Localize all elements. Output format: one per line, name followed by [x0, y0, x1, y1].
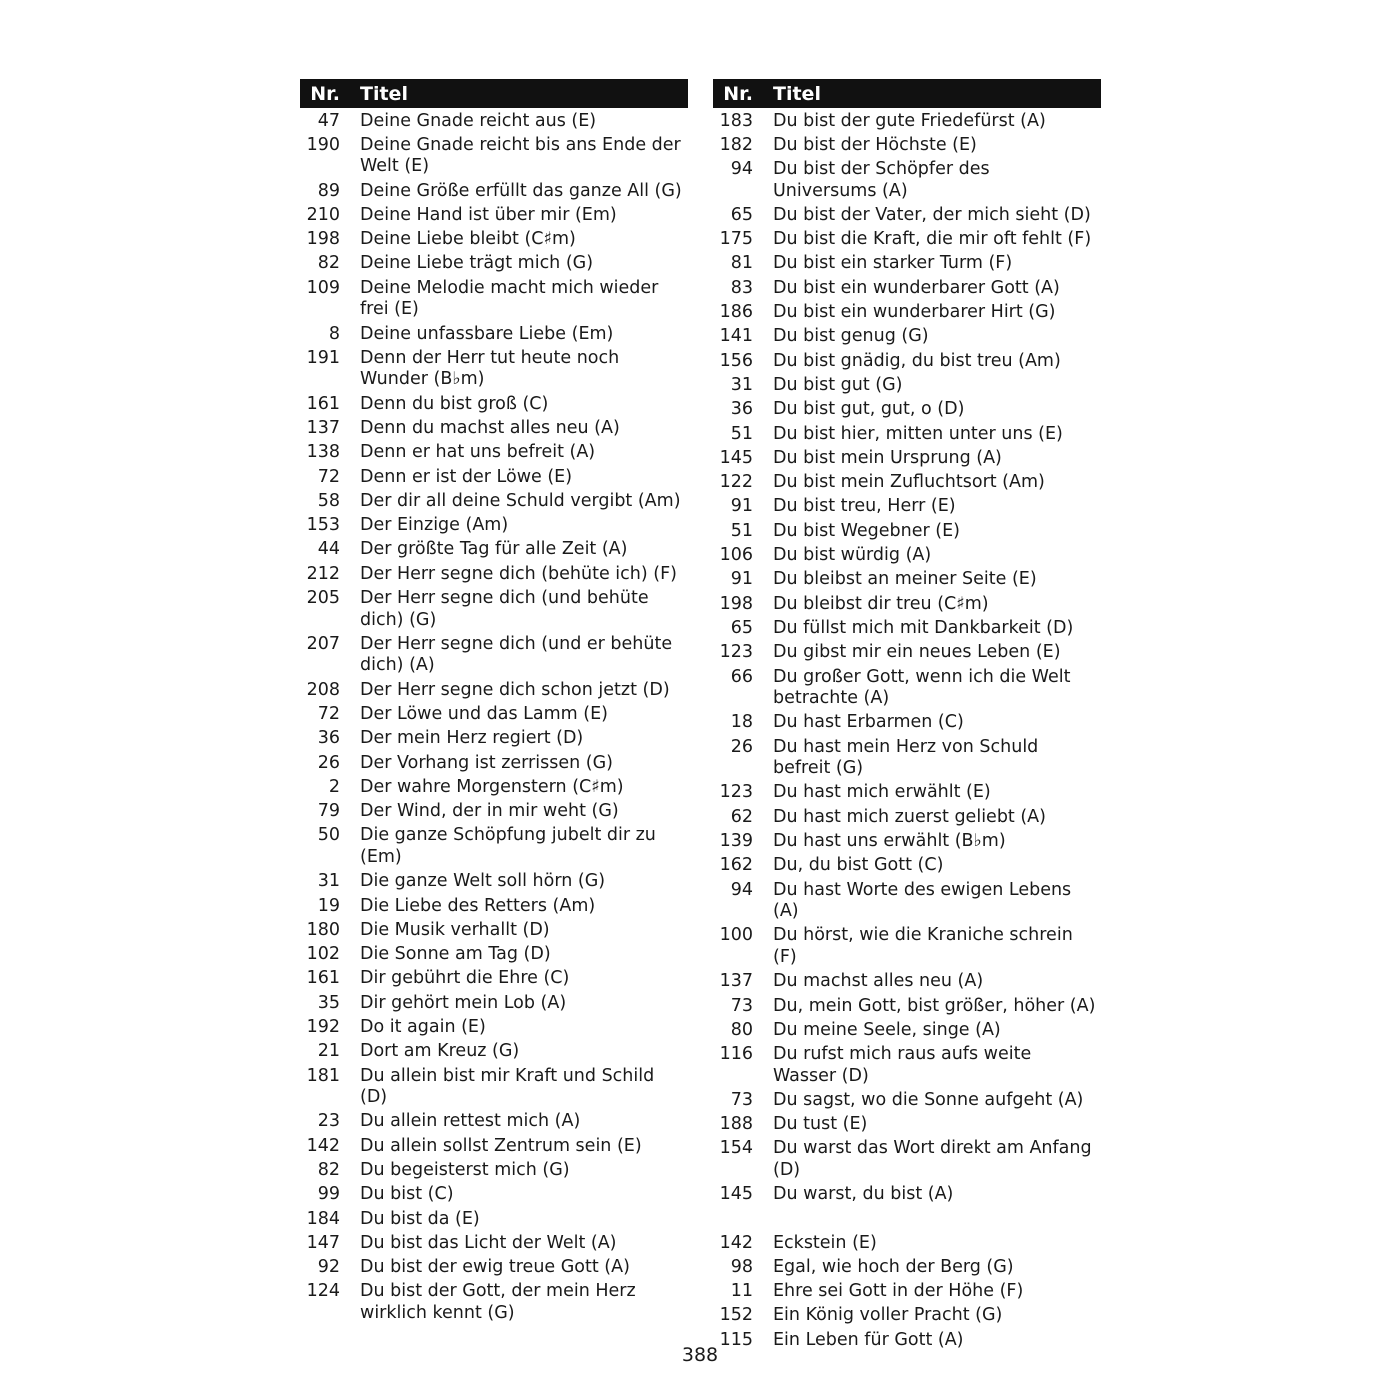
entry-title: Die ganze Schöpfung jubelt dir zu (Em) — [360, 825, 656, 867]
index-column-left — [300, 79, 688, 1326]
index-entry — [300, 1040, 688, 1064]
entry-title: Ein König voller Pracht (G) — [773, 1305, 1003, 1326]
index-entry — [713, 1113, 1101, 1137]
index-entry — [713, 1255, 1101, 1279]
index-entry — [300, 1256, 688, 1280]
entry-title: Du bist mein Zufluchtsort (Am) — [773, 472, 1045, 493]
index-entry — [300, 727, 688, 751]
entry-title: Der Wind, der in mir weht (G) — [360, 801, 619, 822]
entry-title: Du, du bist Gott (C) — [773, 855, 944, 876]
entry-number: 188 — [719, 1114, 753, 1135]
index-entry — [713, 349, 1101, 373]
entry-title: Deine Hand ist über mir (Em) — [360, 204, 617, 225]
entry-title: Du bist würdig (A) — [773, 545, 932, 566]
index-entry — [713, 301, 1101, 325]
entry-number: 212 — [306, 563, 340, 584]
entry-number: 31 — [730, 374, 753, 395]
entry-title: Eckstein (E) — [773, 1232, 877, 1253]
index-entry — [713, 568, 1101, 592]
entry-number: 102 — [306, 944, 340, 965]
index-entry — [713, 854, 1101, 878]
entry-number: 98 — [730, 1256, 753, 1277]
index-entry — [713, 276, 1101, 300]
index-column-right — [713, 79, 1101, 1353]
entry-number: 106 — [719, 545, 753, 566]
index-entry — [713, 109, 1101, 133]
entry-number: 153 — [306, 515, 340, 536]
index-entry — [300, 967, 688, 991]
entry-title: Du bist der Vater, der mich sieht (D) — [773, 204, 1091, 225]
index-entry — [713, 1304, 1101, 1328]
entry-title: Der Herr segne dich schon jetzt (D) — [360, 679, 670, 700]
entry-number: 44 — [317, 539, 340, 560]
header-nr: Nr. — [310, 82, 340, 105]
entry-number: 91 — [730, 496, 753, 517]
entry-title: Deine Melodie macht mich wieder frei (E) — [360, 277, 659, 320]
entry-number: 156 — [719, 350, 753, 371]
entry-number: 81 — [730, 253, 753, 274]
index-entry — [300, 252, 688, 276]
entry-title: Die Liebe des Retters (Am) — [360, 895, 596, 916]
index-entry — [300, 489, 688, 513]
entry-number: 154 — [719, 1138, 753, 1159]
index-entry — [713, 641, 1101, 665]
index-entry — [713, 878, 1101, 924]
index-entry — [300, 632, 688, 678]
page-number: 388 — [681, 1344, 719, 1366]
index-entry — [300, 346, 688, 392]
entry-number: 50 — [317, 825, 340, 846]
entry-number: 186 — [719, 302, 753, 323]
entry-number: 109 — [306, 277, 340, 298]
entry-title: Du bist da (E) — [360, 1208, 480, 1229]
index-entry — [713, 805, 1101, 829]
entry-number: 72 — [317, 703, 340, 724]
index-entry — [713, 471, 1101, 495]
entry-number: 138 — [306, 442, 340, 463]
entry-number: 198 — [306, 229, 340, 250]
entry-title: Du bist gut (G) — [773, 374, 903, 395]
index-entry — [713, 1183, 1101, 1207]
index-entry — [713, 970, 1101, 994]
entry-title: Deine Gnade reicht aus (E) — [360, 110, 597, 131]
entry-title: Du bist mein Ursprung (A) — [773, 447, 1002, 468]
index-entry — [713, 398, 1101, 422]
index-entry — [713, 1280, 1101, 1304]
entry-title: Du allein bist mir Kraft und Schild (D) — [360, 1065, 655, 1108]
entry-number: 82 — [317, 253, 340, 274]
entry-title: Deine Liebe bleibt (C♯m) — [360, 229, 576, 250]
index-entry — [300, 800, 688, 824]
entry-number: 73 — [730, 995, 753, 1016]
entry-title: Du sagst, wo die Sonne aufgeht (A) — [773, 1089, 1084, 1110]
entry-title: Du bist hier, mitten unter uns (E) — [773, 423, 1063, 444]
entry-title: Du tust (E) — [773, 1114, 868, 1135]
index-entry — [300, 562, 688, 586]
entry-number: 207 — [306, 633, 340, 654]
index-entry — [300, 1064, 688, 1110]
entry-title: Deine Gnade reicht bis ans Ende der Welt (E) — [360, 134, 681, 177]
index-entry — [713, 1137, 1101, 1183]
index-entry — [713, 158, 1101, 204]
entry-title: Du bist (C) — [360, 1184, 454, 1205]
entry-number: 92 — [317, 1257, 340, 1278]
index-entry — [713, 495, 1101, 519]
entry-number: 161 — [306, 393, 340, 414]
index-entry — [300, 751, 688, 775]
entry-title: Die ganze Welt soll hörn (G) — [360, 871, 606, 892]
index-entry — [713, 228, 1101, 252]
entry-number: 89 — [317, 180, 340, 201]
entry-number: 31 — [317, 871, 340, 892]
entry-number: 208 — [306, 679, 340, 700]
index-entry — [300, 441, 688, 465]
entry-number: 180 — [306, 919, 340, 940]
entry-number: 65 — [730, 617, 753, 638]
entry-number: 139 — [719, 831, 753, 852]
entry-number: 182 — [719, 134, 753, 155]
entry-title: Du bist der Gott, der mein Herz wirklich kennt (G) — [360, 1281, 636, 1323]
entry-title: Der mein Herz regiert (D) — [360, 728, 584, 749]
index-entry — [300, 133, 688, 179]
index-entry — [713, 133, 1101, 157]
entry-title: Du hast mein Herz von Schuld befreit (G) — [773, 736, 1039, 779]
entry-number: 137 — [719, 971, 753, 992]
entry-number: 175 — [719, 229, 753, 250]
entry-title: Der Löwe und das Lamm (E) — [360, 703, 608, 724]
entry-number: 26 — [730, 736, 753, 757]
entry-title: Ein Leben für Gott (A) — [773, 1329, 964, 1350]
entry-title: Du gibst mir ein neues Leben (E) — [773, 642, 1061, 663]
entry-number: 91 — [730, 569, 753, 590]
entry-number: 2 — [328, 776, 340, 797]
entry-number: 11 — [730, 1281, 753, 1302]
entry-title: Der Einzige (Am) — [360, 515, 509, 536]
entry-number: 198 — [719, 593, 753, 614]
entry-number: 82 — [317, 1159, 340, 1180]
entry-number: 18 — [730, 712, 753, 733]
index-entry — [300, 276, 688, 322]
index-entry — [713, 592, 1101, 616]
index-entry — [713, 665, 1101, 711]
entry-title: Du bist das Licht der Welt (A) — [360, 1232, 617, 1253]
entry-title: Du großer Gott, wenn ich die Welt betrachte (A) — [773, 666, 1071, 709]
entry-title: Dort am Kreuz (G) — [360, 1041, 520, 1062]
entry-title: Do it again (E) — [360, 1017, 486, 1037]
entry-number: 123 — [719, 782, 753, 803]
index-entry — [300, 203, 688, 227]
index-entry — [713, 519, 1101, 543]
entry-title: Du bist der Schöpfer des Universums (A) — [773, 159, 990, 201]
entry-number: 51 — [730, 423, 753, 444]
entry-title: Dir gebührt die Ehre (C) — [360, 968, 570, 989]
entry-title: Der wahre Morgenstern (C♯m) — [360, 776, 624, 797]
entry-title: Deine unfassbare Liebe (Em) — [360, 323, 614, 344]
index-entry — [713, 711, 1101, 735]
entry-number: 210 — [306, 204, 340, 225]
entry-title: Der Vorhang ist zerrissen (G) — [360, 752, 613, 773]
index-entry — [713, 203, 1101, 227]
index-entry — [300, 894, 688, 918]
entry-number: 26 — [317, 752, 340, 773]
entry-number: 66 — [730, 666, 753, 687]
index-entry — [713, 781, 1101, 805]
entry-title: Denn du machst alles neu (A) — [360, 417, 620, 438]
entry-title: Du hast Worte des ewigen Lebens (A) — [773, 879, 1072, 922]
index-entry — [300, 991, 688, 1015]
entry-title: Du bist gut, gut, o (D) — [773, 399, 965, 420]
index-entry — [300, 702, 688, 726]
entry-title: Du bleibst an meiner Seite (E) — [773, 569, 1037, 590]
entry-number: 83 — [730, 277, 753, 298]
entry-number: 99 — [317, 1184, 340, 1205]
entry-title: Du bleibst dir treu (C♯m) — [773, 593, 989, 614]
index-entry — [713, 616, 1101, 640]
entry-number: 205 — [306, 588, 340, 609]
entry-title: Deine Liebe trägt mich (G) — [360, 253, 594, 274]
entry-number: 190 — [306, 134, 340, 155]
entry-title: Die Musik verhallt (D) — [360, 919, 550, 940]
index-entry — [300, 109, 688, 133]
entry-title: Du bist genug (G) — [773, 326, 929, 347]
entry-number: 122 — [719, 472, 753, 493]
entry-number: 152 — [719, 1305, 753, 1326]
entry-number: 181 — [306, 1065, 340, 1086]
entry-number: 123 — [719, 642, 753, 663]
index-entry — [713, 994, 1101, 1018]
entry-title: Der Herr segne dich (und behüte dich) (G) — [360, 588, 649, 630]
index-entry — [300, 1207, 688, 1231]
entry-number: 36 — [730, 399, 753, 420]
index-entry — [713, 735, 1101, 781]
index-entry — [300, 587, 688, 633]
entry-title: Du bist der gute Friedefürst (A) — [773, 110, 1046, 131]
entry-title: Denn du bist groß (C) — [360, 393, 549, 414]
entry-number: 73 — [730, 1089, 753, 1110]
index-entry — [713, 252, 1101, 276]
index-entry — [300, 416, 688, 440]
entry-title: Du meine Seele, singe (A) — [773, 1019, 1001, 1040]
entry-title: Du bist der ewig treue Gott (A) — [360, 1257, 630, 1278]
header-title: Titel — [360, 82, 408, 105]
index-entry — [300, 1158, 688, 1182]
entry-title: Du bist gnädig, du bist treu (Am) — [773, 350, 1061, 371]
entry-title: Denn er hat uns befreit (A) — [360, 442, 596, 463]
entry-title: Du warst das Wort direkt am Anfang (D) — [773, 1138, 1092, 1180]
entry-number: 184 — [306, 1208, 340, 1229]
index-rows — [300, 109, 688, 1326]
index-entry — [713, 373, 1101, 397]
entry-number: 94 — [730, 159, 753, 180]
entry-title: Denn der Herr tut heute noch Wunder (B♭m) — [360, 347, 620, 390]
index-entry — [713, 544, 1101, 568]
index-entry — [713, 924, 1101, 970]
entry-title: Du bist ein starker Turm (F) — [773, 253, 1013, 274]
entry-number: 72 — [317, 466, 340, 487]
header-nr: Nr. — [723, 82, 753, 105]
entry-number: 21 — [317, 1041, 340, 1062]
entry-title: Der größte Tag für alle Zeit (A) — [360, 539, 628, 560]
entry-number: 145 — [719, 447, 753, 468]
entry-number: 47 — [317, 110, 340, 131]
entry-title: Der Herr segne dich (und er behüte dich) (A) — [360, 633, 673, 676]
entry-title: Du bist Wegebner (E) — [773, 520, 960, 541]
entry-title: Deine Größe erfüllt das ganze All (G) — [360, 180, 682, 201]
entry-title: Du bist die Kraft, die mir oft fehlt (F) — [773, 229, 1092, 250]
entry-number: 58 — [317, 490, 340, 511]
entry-number: 183 — [719, 110, 753, 131]
index-entry — [300, 1134, 688, 1158]
entry-title: Du bist treu, Herr (E) — [773, 496, 956, 517]
index-entry — [300, 322, 688, 346]
entry-number: 142 — [306, 1135, 340, 1156]
index-entry — [300, 918, 688, 942]
entry-number: 115 — [719, 1329, 753, 1350]
index-entry — [300, 538, 688, 562]
entry-title: Denn er ist der Löwe (E) — [360, 466, 573, 487]
entry-title: Du füllst mich mit Dankbarkeit (D) — [773, 617, 1074, 638]
entry-number: 116 — [719, 1044, 753, 1065]
entry-title: Die Sonne am Tag (D) — [360, 944, 551, 965]
entry-number: 145 — [719, 1184, 753, 1205]
entry-title: Du hörst, wie die Kraniche schrein (F) — [773, 925, 1073, 967]
entry-number: 124 — [306, 1281, 340, 1302]
entry-number: 192 — [306, 1017, 340, 1037]
index-entry — [300, 392, 688, 416]
index-entry — [300, 870, 688, 894]
entry-number: 162 — [719, 855, 753, 876]
index-entry — [713, 446, 1101, 470]
index-entry — [300, 1183, 688, 1207]
index-entry — [300, 1110, 688, 1134]
entry-title: Du machst alles neu (A) — [773, 971, 984, 992]
entry-number: 19 — [317, 895, 340, 916]
index-entry — [300, 943, 688, 967]
index-entry — [300, 465, 688, 489]
entry-number: 100 — [719, 925, 753, 946]
entry-title: Du bist ein wunderbarer Hirt (G) — [773, 302, 1056, 323]
entry-title: Du hast mich zuerst geliebt (A) — [773, 806, 1046, 827]
entry-number: 94 — [730, 879, 753, 900]
index-entry — [713, 830, 1101, 854]
index-entry — [300, 775, 688, 799]
entry-title: Egal, wie hoch der Berg (G) — [773, 1256, 1014, 1277]
index-entry — [300, 824, 688, 870]
index-entry — [300, 678, 688, 702]
entry-number: 65 — [730, 204, 753, 225]
entry-number: 79 — [317, 801, 340, 822]
header-title: Titel — [773, 82, 821, 105]
index-entry — [300, 228, 688, 252]
index-entry — [300, 514, 688, 538]
index-entry — [300, 1016, 688, 1040]
entry-title: Du rufst mich raus aufs weite Wasser (D) — [773, 1044, 1032, 1086]
index-rows — [713, 109, 1101, 1353]
entry-number: 141 — [719, 326, 753, 347]
entry-title: Du bist ein wunderbarer Gott (A) — [773, 277, 1060, 298]
index-entry — [300, 179, 688, 203]
entry-title: Du allein sollst Zentrum sein (E) — [360, 1135, 642, 1156]
entry-number: 23 — [317, 1111, 340, 1132]
index-entry — [713, 422, 1101, 446]
entry-number: 51 — [730, 520, 753, 541]
entry-title: Du warst, du bist (A) — [773, 1184, 954, 1205]
entry-number: 191 — [306, 347, 340, 368]
entry-number: 142 — [719, 1232, 753, 1253]
entry-title: Ehre sei Gott in der Höhe (F) — [773, 1281, 1024, 1302]
entry-number: 147 — [306, 1232, 340, 1253]
index-entry — [713, 1088, 1101, 1112]
index-entry — [713, 1231, 1101, 1255]
column-header — [300, 79, 688, 108]
entry-title: Du hast uns erwählt (B♭m) — [773, 831, 1006, 852]
entry-number: 80 — [730, 1019, 753, 1040]
index-entry — [713, 1018, 1101, 1042]
entry-number: 8 — [328, 323, 340, 344]
entry-number: 36 — [317, 728, 340, 749]
column-header — [713, 79, 1101, 108]
entry-number: 137 — [306, 417, 340, 438]
entry-title: Du bist der Höchste (E) — [773, 134, 977, 155]
index-entry — [300, 1231, 688, 1255]
entry-title: Du begeisterst mich (G) — [360, 1159, 570, 1180]
entry-title: Dir gehört mein Lob (A) — [360, 992, 567, 1013]
entry-number: 161 — [306, 968, 340, 989]
entry-number: 35 — [317, 992, 340, 1013]
index-entry — [300, 1280, 688, 1326]
entry-title: Du hast Erbarmen (C) — [773, 712, 964, 733]
index-entry — [713, 1043, 1101, 1089]
entry-title: Der dir all deine Schuld vergibt (Am) — [360, 490, 681, 511]
index-entry — [713, 325, 1101, 349]
entry-title: Du allein rettest mich (A) — [360, 1111, 581, 1132]
entry-number: 62 — [730, 806, 753, 827]
entry-title: Der Herr segne dich (behüte ich) (F) — [360, 563, 677, 584]
entry-title: Du hast mich erwählt (E) — [773, 782, 991, 803]
entry-title: Du, mein Gott, bist größer, höher (A) — [773, 995, 1096, 1016]
